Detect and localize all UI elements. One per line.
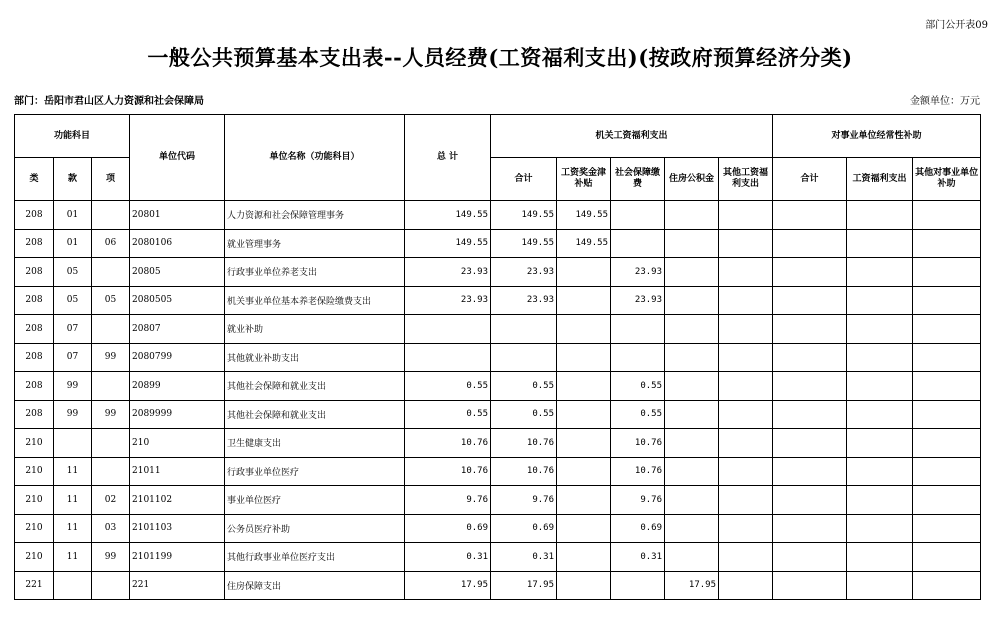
- lei-cell: 210: [15, 543, 54, 572]
- inst-other-cell: [913, 486, 981, 515]
- org-sum-cell: 10.76: [491, 457, 557, 486]
- org-wage-header: 工资奖金津补贴: [557, 158, 611, 201]
- inst-wage-cell: [847, 543, 913, 572]
- org-wage-cell: [557, 315, 611, 344]
- total-cell: 149.55: [405, 229, 491, 258]
- org-wage-cell: [557, 571, 611, 600]
- inst-sum-cell: [773, 486, 847, 515]
- org-wage-cell: [557, 514, 611, 543]
- inst-sum-cell: [773, 372, 847, 401]
- inst-sum-cell: [773, 571, 847, 600]
- kuan-cell: [54, 429, 92, 458]
- org-housing-cell: 17.95: [665, 571, 719, 600]
- org-housing-cell: [665, 429, 719, 458]
- org-social-cell: [611, 229, 665, 258]
- org-wage-cell: [557, 286, 611, 315]
- unit-name-cell: 其他就业补助支出: [225, 343, 405, 372]
- table-row: [15, 514, 981, 543]
- inst-wage-cell: [847, 486, 913, 515]
- lei-cell: 210: [15, 514, 54, 543]
- org-other-cell: [719, 429, 773, 458]
- unit-code-header: 单位代码: [130, 115, 225, 201]
- kuan-cell: 01: [54, 229, 92, 258]
- xiang-cell: 99: [92, 543, 130, 572]
- inst-sum-cell: [773, 315, 847, 344]
- lei-cell: 210: [15, 429, 54, 458]
- org-social-cell: [611, 201, 665, 230]
- lei-cell: 208: [15, 400, 54, 429]
- inst-wage-cell: [847, 343, 913, 372]
- total-cell: 17.95: [405, 571, 491, 600]
- inst-other-cell: [913, 229, 981, 258]
- org-housing-cell: [665, 514, 719, 543]
- org-housing-cell: [665, 457, 719, 486]
- kuan-cell: 07: [54, 315, 92, 344]
- inst-wage-cell: [847, 571, 913, 600]
- lei-header: 类: [15, 158, 54, 201]
- inst-other-cell: [913, 315, 981, 344]
- table-row: [15, 201, 981, 230]
- table-row: [15, 258, 981, 287]
- lei-cell: 208: [15, 258, 54, 287]
- org-housing-cell: [665, 258, 719, 287]
- kuan-cell: 99: [54, 400, 92, 429]
- table-row: [15, 372, 981, 401]
- unit-code-cell: 2101102: [130, 486, 225, 515]
- inst-other-cell: [913, 543, 981, 572]
- total-cell: [405, 315, 491, 344]
- org-housing-cell: [665, 286, 719, 315]
- unit-name-cell: 就业补助: [225, 315, 405, 344]
- kuan-cell: [54, 571, 92, 600]
- total-cell: 9.76: [405, 486, 491, 515]
- xiang-cell: [92, 201, 130, 230]
- inst-sum-cell: [773, 429, 847, 458]
- form-number: 部门公开表09: [925, 20, 988, 31]
- inst-sum-header: 合计: [773, 158, 847, 201]
- org-housing-cell: [665, 400, 719, 429]
- inst-sum-cell: [773, 229, 847, 258]
- org-sum-header: 合计: [491, 158, 557, 201]
- inst-sum-cell: [773, 543, 847, 572]
- inst-sum-cell: [773, 514, 847, 543]
- unit-name-header: 单位名称（功能科目）: [225, 115, 405, 201]
- inst-wage-cell: [847, 514, 913, 543]
- lei-cell: 208: [15, 286, 54, 315]
- unit-name-cell: 其他行政事业单位医疗支出: [225, 543, 405, 572]
- inst-wage-cell: [847, 457, 913, 486]
- inst-other-cell: [913, 343, 981, 372]
- xiang-cell: [92, 315, 130, 344]
- xiang-cell: [92, 372, 130, 401]
- xiang-cell: [92, 258, 130, 287]
- table-row: [15, 457, 981, 486]
- org-housing-cell: [665, 486, 719, 515]
- lei-cell: 208: [15, 201, 54, 230]
- lei-cell: 208: [15, 315, 54, 344]
- total-cell: 0.55: [405, 372, 491, 401]
- org-social-cell: 0.31: [611, 543, 665, 572]
- inst-wage-cell: [847, 315, 913, 344]
- budget-table: [14, 114, 981, 600]
- table-row: [15, 543, 981, 572]
- org-other-cell: [719, 372, 773, 401]
- kuan-cell: 05: [54, 258, 92, 287]
- inst-other-cell: [913, 514, 981, 543]
- total-cell: [405, 343, 491, 372]
- org-sum-cell: 0.69: [491, 514, 557, 543]
- org-sum-cell: 10.76: [491, 429, 557, 458]
- inst-other-cell: [913, 457, 981, 486]
- xiang-cell: [92, 457, 130, 486]
- inst-wage-cell: [847, 372, 913, 401]
- org-social-cell: [611, 343, 665, 372]
- org-wage-cell: [557, 543, 611, 572]
- org-social-cell: 0.55: [611, 372, 665, 401]
- lei-cell: 221: [15, 571, 54, 600]
- org-housing-cell: [665, 372, 719, 401]
- org-wage-cell: [557, 429, 611, 458]
- lei-cell: 208: [15, 229, 54, 258]
- inst-other-cell: [913, 286, 981, 315]
- org-social-cell: [611, 315, 665, 344]
- inst-sum-cell: [773, 258, 847, 287]
- org-other-cell: [719, 543, 773, 572]
- org-sum-cell: 23.93: [491, 258, 557, 287]
- org-sum-cell: 149.55: [491, 201, 557, 230]
- org-wage-cell: 149.55: [557, 201, 611, 230]
- org-housing-cell: [665, 343, 719, 372]
- unit-code-cell: 2080799: [130, 343, 225, 372]
- total-cell: 23.93: [405, 286, 491, 315]
- unit-name-cell: 行政事业单位医疗: [225, 457, 405, 486]
- kuan-cell: 11: [54, 486, 92, 515]
- inst-other-cell: [913, 258, 981, 287]
- table-row: [15, 486, 981, 515]
- table-row: [15, 400, 981, 429]
- inst-sum-cell: [773, 201, 847, 230]
- org-sum-cell: 0.31: [491, 543, 557, 572]
- unit-code-cell: 20899: [130, 372, 225, 401]
- org-wage-cell: 149.55: [557, 229, 611, 258]
- unit-code-cell: 2080106: [130, 229, 225, 258]
- kuan-header: 款: [54, 158, 92, 201]
- table-body: [15, 201, 981, 600]
- org-wage-cell: [557, 486, 611, 515]
- org-welfare-group-header: 机关工资福利支出: [491, 115, 773, 158]
- kuan-cell: 05: [54, 286, 92, 315]
- xiang-cell: 99: [92, 400, 130, 429]
- unit-name-cell: 人力资源和社会保障管理事务: [225, 201, 405, 230]
- kuan-cell: 01: [54, 201, 92, 230]
- kuan-cell: 11: [54, 543, 92, 572]
- lei-cell: 210: [15, 486, 54, 515]
- table-row: [15, 315, 981, 344]
- org-other-cell: [719, 400, 773, 429]
- org-wage-cell: [557, 372, 611, 401]
- org-social-cell: 10.76: [611, 457, 665, 486]
- xiang-cell: 06: [92, 229, 130, 258]
- org-social-cell: 0.69: [611, 514, 665, 543]
- org-wage-cell: [557, 343, 611, 372]
- unit-code-cell: 2080505: [130, 286, 225, 315]
- org-housing-cell: [665, 315, 719, 344]
- org-other-cell: [719, 514, 773, 543]
- total-header: 总 计: [405, 115, 491, 201]
- inst-wage-cell: [847, 258, 913, 287]
- org-sum-cell: 0.55: [491, 372, 557, 401]
- total-cell: 10.76: [405, 429, 491, 458]
- unit-name-cell: 行政事业单位养老支出: [225, 258, 405, 287]
- unit-name-cell: 事业单位医疗: [225, 486, 405, 515]
- org-sum-cell: 9.76: [491, 486, 557, 515]
- unit-code-cell: 20801: [130, 201, 225, 230]
- inst-other-header: 其他对事业单位补助: [913, 158, 981, 201]
- total-cell: 0.55: [405, 400, 491, 429]
- unit-code-cell: 2101103: [130, 514, 225, 543]
- xiang-cell: 99: [92, 343, 130, 372]
- table-row: [15, 229, 981, 258]
- xiang-cell: 05: [92, 286, 130, 315]
- org-wage-cell: [557, 258, 611, 287]
- inst-sum-cell: [773, 457, 847, 486]
- table-row: [15, 286, 981, 315]
- total-cell: 10.76: [405, 457, 491, 486]
- org-other-header: 其他工资福利支出: [719, 158, 773, 201]
- inst-wage-cell: [847, 429, 913, 458]
- unit-name-cell: 卫生健康支出: [225, 429, 405, 458]
- unit-name-cell: 公务员医疗补助: [225, 514, 405, 543]
- unit-code-cell: 20805: [130, 258, 225, 287]
- org-social-cell: 23.93: [611, 258, 665, 287]
- org-social-cell: 9.76: [611, 486, 665, 515]
- org-social-cell: 0.55: [611, 400, 665, 429]
- kuan-cell: 11: [54, 457, 92, 486]
- org-other-cell: [719, 286, 773, 315]
- inst-wage-cell: [847, 229, 913, 258]
- inst-wage-header: 工资福利支出: [847, 158, 913, 201]
- org-other-cell: [719, 315, 773, 344]
- xiang-cell: [92, 429, 130, 458]
- xiang-cell: [92, 571, 130, 600]
- inst-wage-cell: [847, 201, 913, 230]
- unit-code-cell: 2089999: [130, 400, 225, 429]
- unit-name-cell: 就业管理事务: [225, 229, 405, 258]
- xiang-cell: 03: [92, 514, 130, 543]
- page-title: 一般公共预算基本支出表--人员经费(工资福利支出)(按政府预算经济分类): [147, 45, 853, 70]
- org-housing-header: 住房公积金: [665, 158, 719, 201]
- org-sum-cell: 149.55: [491, 229, 557, 258]
- inst-sum-cell: [773, 286, 847, 315]
- org-other-cell: [719, 229, 773, 258]
- department-label: 部门：岳阳市君山区人力资源和社会保障局: [14, 96, 204, 107]
- total-cell: 0.69: [405, 514, 491, 543]
- unit-name-cell: 其他社会保障和就业支出: [225, 372, 405, 401]
- org-social-cell: [611, 571, 665, 600]
- org-sum-cell: 17.95: [491, 571, 557, 600]
- kuan-cell: 07: [54, 343, 92, 372]
- inst-other-cell: [913, 400, 981, 429]
- unit-code-cell: 20807: [130, 315, 225, 344]
- inst-wage-cell: [847, 286, 913, 315]
- func-subject-header: 功能科目: [15, 115, 130, 158]
- org-sum-cell: 0.55: [491, 400, 557, 429]
- inst-wage-cell: [847, 400, 913, 429]
- unit-code-cell: 2101199: [130, 543, 225, 572]
- org-wage-cell: [557, 400, 611, 429]
- inst-other-cell: [913, 201, 981, 230]
- inst-subsidy-group-header: 对事业单位经常性补助: [773, 115, 981, 158]
- org-other-cell: [719, 486, 773, 515]
- inst-sum-cell: [773, 343, 847, 372]
- org-housing-cell: [665, 229, 719, 258]
- org-other-cell: [719, 343, 773, 372]
- unit-code-cell: 21011: [130, 457, 225, 486]
- org-housing-cell: [665, 201, 719, 230]
- org-other-cell: [719, 258, 773, 287]
- total-cell: 23.93: [405, 258, 491, 287]
- org-wage-cell: [557, 457, 611, 486]
- unit-code-cell: 221: [130, 571, 225, 600]
- unit-name-cell: 住房保障支出: [225, 571, 405, 600]
- org-sum-cell: [491, 343, 557, 372]
- org-social-header: 社会保障缴费: [611, 158, 665, 201]
- lei-cell: 210: [15, 457, 54, 486]
- org-housing-cell: [665, 543, 719, 572]
- org-social-cell: 23.93: [611, 286, 665, 315]
- org-other-cell: [719, 571, 773, 600]
- org-other-cell: [719, 201, 773, 230]
- kuan-cell: 99: [54, 372, 92, 401]
- xiang-header: 项: [92, 158, 130, 201]
- unit-name-cell: 机关事业单位基本养老保险缴费支出: [225, 286, 405, 315]
- header-row-1: [15, 115, 981, 158]
- inst-other-cell: [913, 429, 981, 458]
- inst-other-cell: [913, 571, 981, 600]
- unit-code-cell: 210: [130, 429, 225, 458]
- amount-unit-label: 金额单位：万元: [910, 96, 980, 107]
- kuan-cell: 11: [54, 514, 92, 543]
- inst-other-cell: [913, 372, 981, 401]
- total-cell: 149.55: [405, 201, 491, 230]
- inst-sum-cell: [773, 400, 847, 429]
- org-sum-cell: 23.93: [491, 286, 557, 315]
- org-other-cell: [719, 457, 773, 486]
- table-row: [15, 429, 981, 458]
- unit-name-cell: 其他社会保障和就业支出: [225, 400, 405, 429]
- lei-cell: 208: [15, 343, 54, 372]
- xiang-cell: 02: [92, 486, 130, 515]
- org-sum-cell: [491, 315, 557, 344]
- lei-cell: 208: [15, 372, 54, 401]
- total-cell: 0.31: [405, 543, 491, 572]
- table-row: [15, 343, 981, 372]
- org-social-cell: 10.76: [611, 429, 665, 458]
- table-row: [15, 571, 981, 600]
